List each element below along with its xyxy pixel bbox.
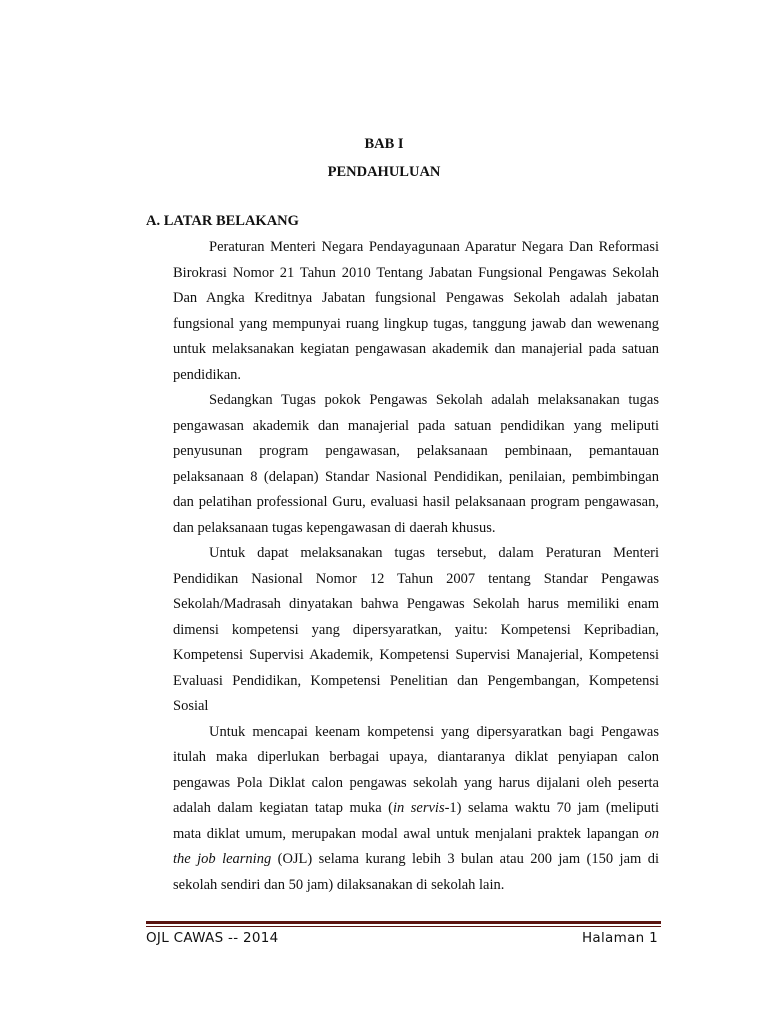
footer-rule-thin bbox=[146, 926, 661, 927]
paragraph-4-part-2: -1) selama waktu 70 jam (meliputi mata diklat umum, merupakan modal awal untuk menjalani praktek lapangan bbox=[173, 800, 659, 842]
footer-rule-thick bbox=[146, 921, 661, 924]
paragraph-4-italic-in-servis: in servis bbox=[393, 800, 445, 816]
body-text bbox=[173, 235, 659, 898]
section-title: A. LATAR BELAKANG bbox=[146, 213, 299, 229]
paragraph-4-italic-ojl: on the job learning bbox=[173, 825, 659, 867]
footer-left-text: OJL CAWAS -- 2014 bbox=[146, 930, 279, 946]
paragraph-3: Untuk dapat melaksanakan tugas tersebut, dalam Peraturan Menteri Pendidikan Nasional Nomor 12 Tahun 2007 tentang Standar Pengawas Sekolah/Madrasah dinyatakan bahwa Pengawas Sekolah harus memiliki enam dimensi kompetensi yang dipersyaratkan, yaitu: Kompetensi Kepribadian, Kompetensi Supervisi Akademik, Kompetensi Supervisi Manajerial, Kompetensi Evaluasi Pendidikan, Kompetensi Penelitian dan Pengembangan, Kompetensi Sosial bbox=[173, 545, 659, 714]
paragraph-4-part-3: (OJL) selama kurang lebih 3 bulan atau 200 jam (150 jam di sekolah sendiri dan 50 jam) dilaksanakan di sekolah lain. bbox=[173, 851, 659, 893]
chapter-label: BAB I bbox=[364, 136, 404, 152]
page-number: Halaman 1 bbox=[581, 930, 658, 946]
chapter-title: PENDAHULUAN bbox=[327, 164, 441, 180]
paragraph-4-part-1: Untuk mencapai keenam kompetensi yang dipersyaratkan bagi Pengawas itulah maka diperlukan berbagai upaya, diantaranya diklat penyiapan calon pengawas Pola Diklat calon pengawas sekolah yang harus dijalani oleh peserta adalah dalam kegiatan tatap muka ( bbox=[173, 723, 659, 816]
paragraph-2: Sedangkan Tugas pokok Pengawas Sekolah adalah melaksanakan tugas pengawasan akademik dan manajerial pada satuan pendidikan yang meliputi penyusunan program pengawasan, pelaksanaan pembinaan, pemantauan pelaksanaan 8 (delapan) Standar Nasional Pendidikan, penilaian, pembimbingan dan pelatihan professional Guru, evaluasi hasil pelaksanaan program pengawasan, dan pelaksanaan tugas kepengawasan di daerah khusus. bbox=[173, 392, 659, 536]
paragraph-1: Peraturan Menteri Negara Pendayagunaan Aparatur Negara Dan Reformasi Birokrasi Nomor 21 Tahun 2010 Tentang Jabatan Fungsional Pengawas Sekolah Dan Angka Kreditnya Jabatan fungsional Pengawas Sekolah adalah jabatan fungsional yang mempunyai ruang lingkup tugas, tanggung jawab dan wewenang untuk melaksanakan kegiatan pengawasan akademik dan manajerial pada satuan pendidikan. bbox=[173, 239, 659, 383]
paragraph-4 bbox=[173, 720, 659, 899]
